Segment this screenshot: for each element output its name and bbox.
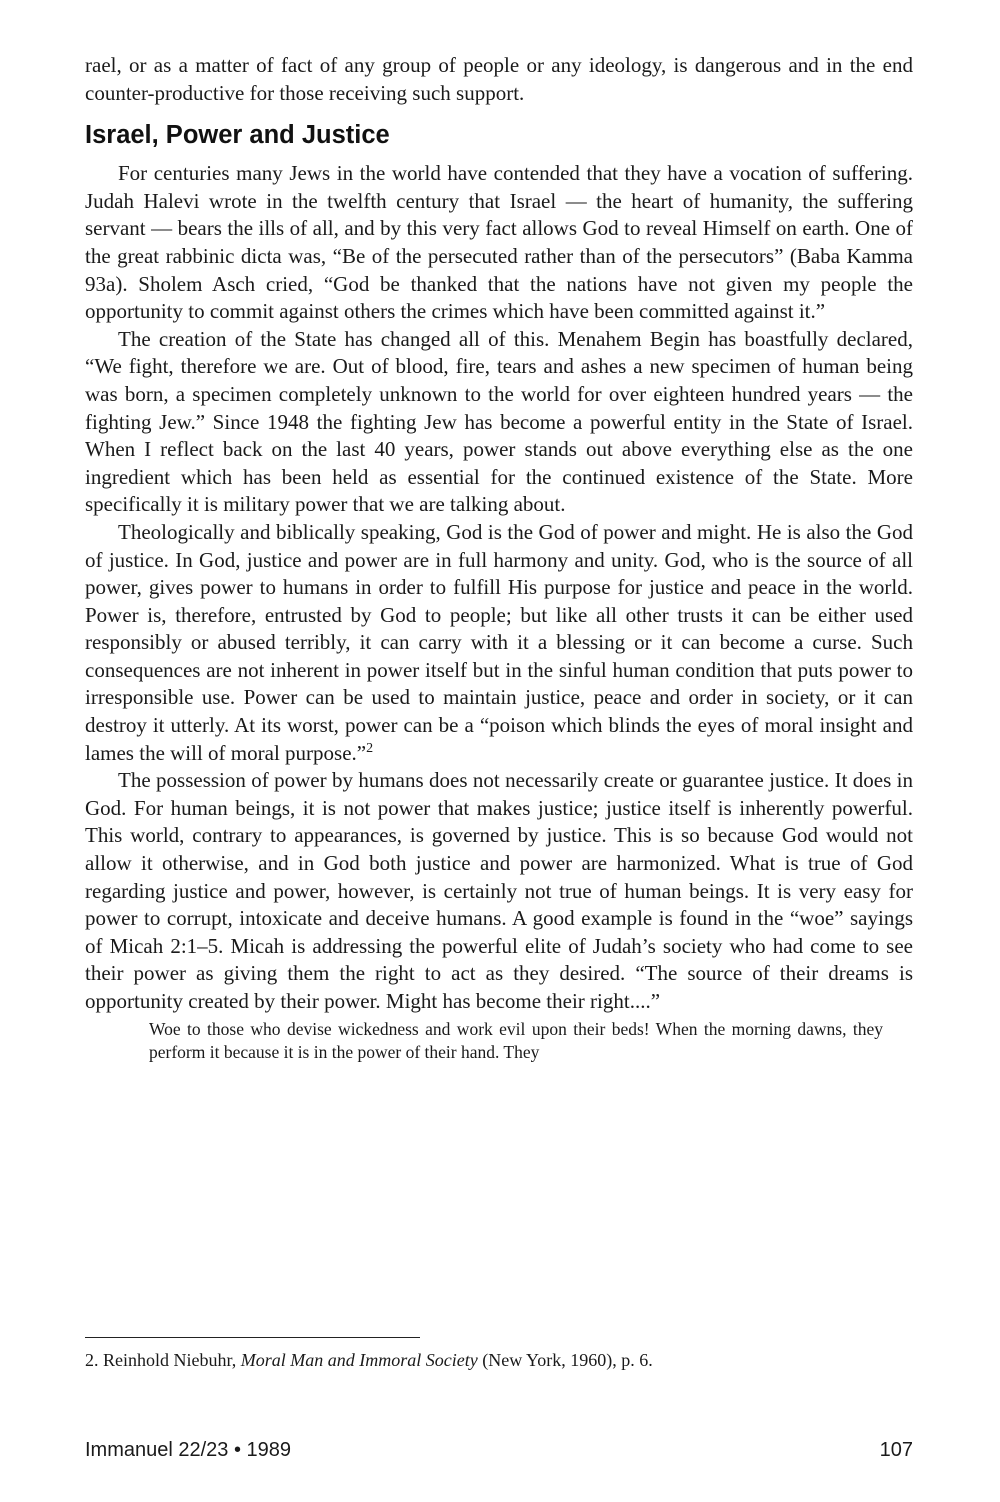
page-number: 107 [879, 1439, 913, 1461]
paragraph-vocation-of-suffering: For centuries many Jews in the world have contended that they have a vocation of suffering. Judah Halevi wrote in the twelfth century that Israel — the heart of humanity, the suffering servant — bears the ills of all, and by this very fact allows God to reveal Himself on earth. One of the great rabbinic dicta was, “Be of the persecuted rather than of the persecutors” (Baba Kamma 93a). Sholem Asch cried, “God be thanked that the nations have not given my people the opportunity to commit against others the crimes which have been committed against it.” [85, 161, 913, 324]
micah-blockquote: Woe to those who devise wickedness and work evil upon their beds! When the morning dawns, they perform it because it is in the power of their hand. They [149, 1018, 883, 1062]
paragraph-god-of-power-text: Theologically and biblically speaking, God is the God of power and might. He is also the God of justice. In God, justice and power are in full harmony and unity. God, who is the source of all power, gives power to humans in order to fulfill His purpose for justice and peace in the world. Power is, therefore, entrusted by God to people; but like all other trusts it can be either used responsibly or abused terribly, it can carry with it a blessing or it can become a curse. Such consequences are not inherent in power itself but in the sinful human condition that puts power to irresponsible use. Power can be used to maintain justice, peace and order in society, or it can destroy it utterly. At its worst, power can be a “poison which blinds the eyes of moral insight and lames the will of moral purpose.” [85, 519, 913, 765]
footnote-reference: 2 [366, 740, 374, 756]
paragraph-creation-of-state: The creation of the State has changed all of this. Menahem Begin has boastfully declared, “We fight, therefore we are. Out of blood, fire, tears and ashes a new specimen of human being was born, a specimen completely unknown to the world for over eighteen hundred years — the fighting Jew.” Since 1948 the fighting Jew has become a powerful entity in the State of Israel. When I reflect back on the last 40 years, power stands out above everything else as the one ingredient which has been held as essential for the continued existence of the State. More specifically it is military power that we are talking about. [85, 326, 913, 517]
opening-paragraph: rael, or as a matter of fact of any group of people or any ideology, is dangerous and in the end counter-productive for those receiving such support. [85, 53, 913, 105]
paragraph-god-of-power [85, 519, 913, 767]
page-body [85, 52, 913, 1064]
footnote-book-title: Moral Man and Immoral Society [240, 1350, 478, 1370]
journal-citation: Immanuel 22/23 • 1989 [85, 1439, 292, 1461]
section-heading: Israel, Power and Justice [85, 121, 390, 150]
page-footer [85, 1437, 913, 1463]
paragraph-possession-of-power: The possession of power by humans does not necessarily create or guarantee justice. It does in God. For human beings, it is not power that makes justice; justice itself is inherently powerful. This world, contrary to appearances, is governed by justice. This is so because God would not allow it otherwise, and in God both justice and power are harmonized. What is true of God regarding justice and power, however, is certainly not true of human beings. It is very easy for power to corrupt, intoxicate and deceive humans. A good example is found in the “woe” sayings of Micah 2:1–5. Micah is addressing the powerful elite of Judah’s society who had come to see their power as giving them the right to act as they desired. “The source of their dreams is opportunity created by their power. Might has become their right....” [85, 768, 913, 1013]
footnote-divider [85, 1337, 420, 1338]
footnote-details: (New York, 1960), p. 6. [482, 1350, 653, 1370]
footnote-author: Reinhold Niebuhr, [103, 1350, 237, 1370]
footnote [85, 1348, 913, 1372]
footnote-number: 2. [85, 1350, 99, 1370]
